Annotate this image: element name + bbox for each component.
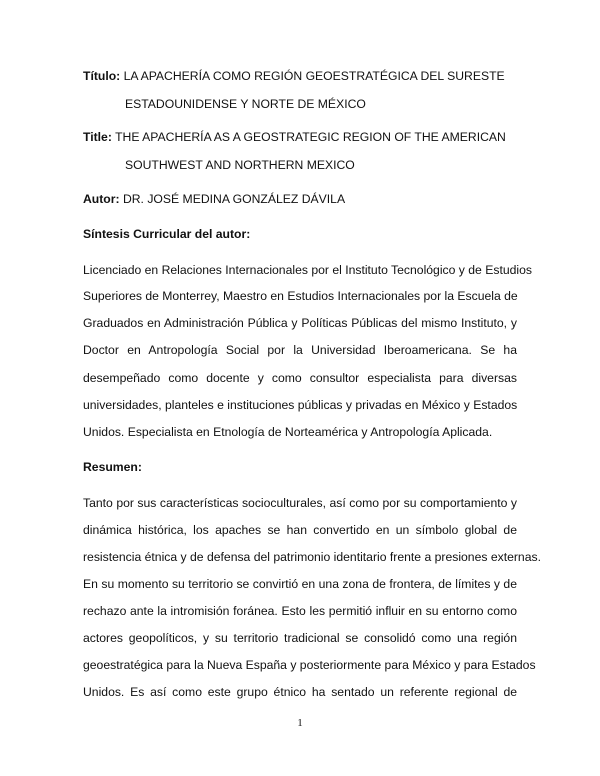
bio-line: Licenciado en Relaciones Internacionales por el Instituto Tecnológico y de Estudios	[83, 263, 532, 277]
abstract-line: Tanto por sus características socioculturales, así como por su comportamiento y	[83, 496, 517, 510]
bio-line: Unidos. Especialista en Etnología de Norteamérica y Antropología Aplicada.	[83, 425, 493, 439]
abstract-line: En su momento su territorio se convirtió en una zona de frontera, de límites y de	[83, 577, 517, 591]
abstract-line: resistencia étnica y de defensa del patrimonio identitario frente a presiones externas.	[83, 550, 541, 564]
spanish-title-line-2: ESTADOUNIDENSE Y NORTE DE MÉXICO	[125, 97, 366, 111]
english-title-text-1: THE APACHERÍA AS A GEOSTRATEGIC REGION OF THE AMERICAN	[115, 130, 506, 144]
bio-line: Graduados en Administración Pública y Políticas Públicas del mismo Instituto, y	[83, 316, 517, 330]
bio-heading: Síntesis Curricular del autor:	[83, 227, 251, 241]
author-label: Autor:	[83, 192, 120, 206]
abstract-heading: Resumen:	[83, 460, 142, 474]
abstract-line: geoestratégica para la Nueva España y posteriormente para México y para Estados	[83, 658, 536, 672]
english-title-label: Title:	[83, 130, 112, 144]
abstract-line: Unidos. Es así como este grupo étnico ha sentado un referente regional de	[83, 685, 517, 699]
abstract-line: rechazo ante la intromisión foránea. Esto les permitió influir en su entorno como	[83, 604, 517, 618]
english-title-line-1	[83, 129, 506, 145]
spanish-title-line-1	[83, 68, 505, 84]
bio-line: Superiores de Monterrey, Maestro en Estudios Internacionales por la Escuela de	[83, 289, 518, 303]
page-number: 1	[297, 717, 303, 729]
spanish-title-label: Título:	[83, 69, 121, 83]
author-name: DR. JOSÉ MEDINA GONZÁLEZ DÁVILA	[122, 192, 346, 206]
author-line	[83, 191, 345, 207]
bio-line: universidades, planteles e instituciones públicas y privadas en México y Estados	[83, 398, 518, 412]
bio-line: Doctor en Antropología Social por la Universidad Iberoamericana. Se ha	[83, 343, 517, 357]
abstract-line: actores geopolíticos, y su territorio tradicional se consolidó como una región	[83, 631, 517, 645]
abstract-line: dinámica histórica, los apaches se han convertido en un símbolo global de	[83, 523, 517, 537]
bio-line: desempeñado como docente y como consultor especialista para diversas	[83, 371, 517, 385]
english-title-line-2: SOUTHWEST AND NORTHERN MEXICO	[125, 158, 355, 172]
spanish-title-text-1: LA APACHERÍA COMO REGIÓN GEOESTRATÉGICA DEL SURESTE	[123, 69, 505, 83]
